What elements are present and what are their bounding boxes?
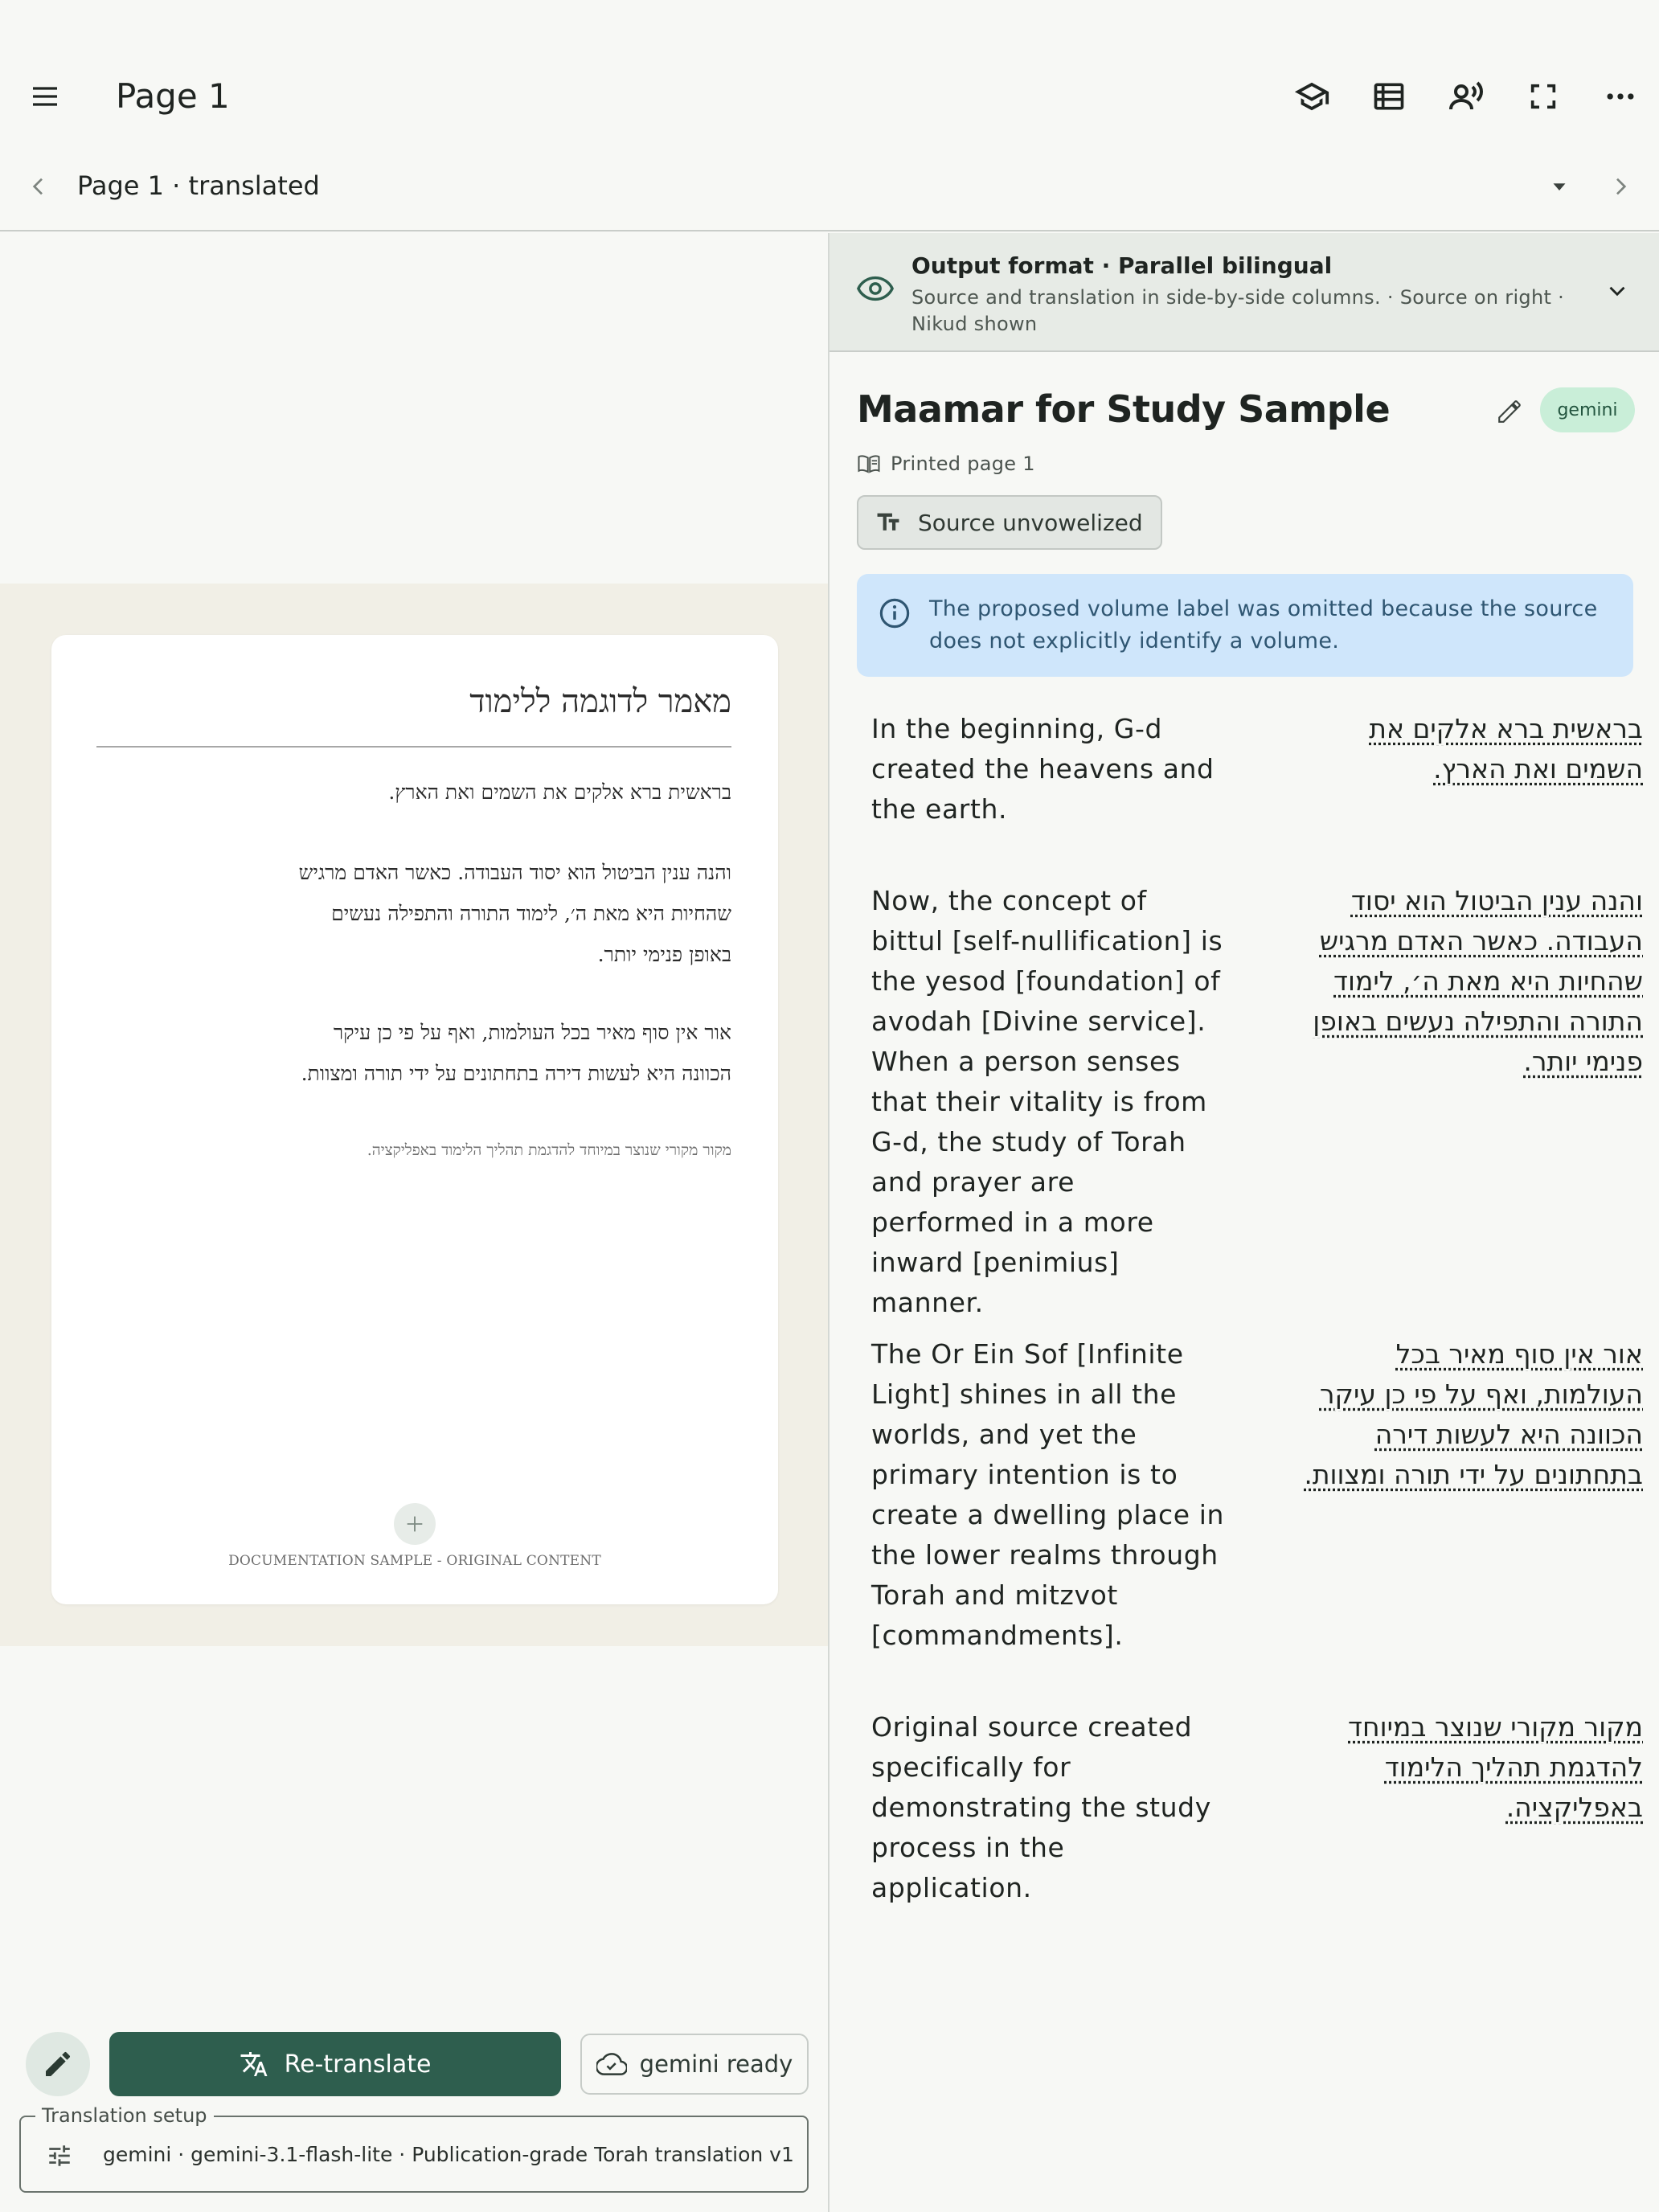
- translation-setup-value: gemini · gemini-3.1-flash-lite · Publication-grade Torah translation v1: [103, 2143, 794, 2166]
- translation-setup-legend: Translation setup: [35, 2104, 214, 2127]
- preview-source-note: מקור מקורי שנוצר במיוחד להדגמת תהליך הלימוד באפליקציה.: [367, 1141, 731, 1159]
- preview-line: והנה ענין הביטול הוא יסוד העבודה. כאשר האדם מרגיש: [298, 861, 731, 884]
- info-icon: [876, 595, 913, 632]
- translate-icon: [240, 2050, 268, 2079]
- translation-pane: [830, 233, 1659, 2212]
- chevron-down-icon[interactable]: [1598, 272, 1636, 310]
- source-paragraph[interactable]: אור אין סוף מאיר בכל העולמות, ואף על פי כן עיקר הכוונה היא לעשות דירה בתחתונים על ידי תורה ומצוות.: [1304, 1338, 1643, 1490]
- engine-status-label: gemini ready: [639, 2050, 793, 2078]
- translation-paragraph[interactable]: Now, the concept of bittul [self-nullification] is the yesod [foundation] of avodah [Divine service]. When a person senses that their vitality is from G-d, the study of Torah and prayer are performed in a more inward [penimius] manner.: [871, 885, 1223, 1318]
- engine-status-button[interactable]: [580, 2034, 809, 2095]
- record-voice-icon[interactable]: [1437, 66, 1495, 127]
- retranslate-button[interactable]: [109, 2032, 561, 2096]
- source-paragraph[interactable]: מקור מקורי שנוצר במיוחד להדגמת תהליך הלימוד באפליקציה.: [1348, 1711, 1643, 1823]
- output-format-bar[interactable]: [830, 233, 1659, 352]
- menu-icon[interactable]: [19, 71, 71, 122]
- page-selector-label[interactable]: Page 1 · translated: [77, 170, 320, 201]
- book-icon: [857, 452, 881, 476]
- school-icon[interactable]: [1283, 66, 1341, 127]
- printed-page-text: Printed page 1: [891, 453, 1035, 475]
- preview-line: אור אין סוף מאיר בכל העולמות, ואף על פי כן עיקר: [333, 1021, 731, 1044]
- page-title: Page 1: [116, 76, 230, 116]
- translation-paragraph[interactable]: The Or Ein Sof [Infinite Light] shines in all the worlds, and yet the primary intention is to create a dwelling place in the lower realms through Torah and mitzvot [commandments].: [871, 1338, 1225, 1651]
- edit-button[interactable]: [26, 2032, 90, 2096]
- preview-line: הכוונה היא לעשות דירה בתחתונים על ידי תורה ומצוות.: [301, 1062, 731, 1085]
- output-format-description: Source and translation in side-by-side columns. · Source on right · Nikud shown: [911, 286, 1565, 335]
- preview-title: מאמר לדוגמה ללימוד: [469, 683, 731, 720]
- preview-line: שהחיות היא מאת ה׳, לימוד התורה והתפילה נעשים: [331, 902, 731, 925]
- preview-footer: DOCUMENTATION SAMPLE - ORIGINAL CONTENT: [228, 1553, 601, 1569]
- text-fields-icon: [875, 509, 902, 536]
- vowelization-label: Source unvowelized: [918, 509, 1143, 536]
- chevron-left-icon[interactable]: [16, 164, 61, 209]
- chevron-right-icon[interactable]: [1598, 164, 1643, 209]
- output-format-title: Output format · Parallel bilingual: [911, 252, 1333, 279]
- add-icon[interactable]: [394, 1503, 436, 1545]
- document-title: Maamar for Study Sample: [857, 387, 1391, 431]
- visibility-icon: [855, 268, 895, 309]
- page-navigation: [0, 153, 1659, 231]
- retranslate-label: Re-translate: [284, 2050, 432, 2079]
- dropdown-arrow-icon[interactable]: [1537, 164, 1582, 209]
- tune-icon: [43, 2140, 76, 2172]
- source-paragraph[interactable]: והנה ענין הביטול הוא יסוד העבודה. כאשר האדם מרגיש שהחיות היא מאת ה׳, לימוד התורה והתפילה נעשים באופן פנימי יותר.: [1313, 885, 1643, 1077]
- fullscreen-icon[interactable]: [1514, 66, 1572, 127]
- preview-line: באופן פנימי יותר.: [597, 943, 731, 966]
- more-horiz-icon[interactable]: [1591, 66, 1649, 127]
- preview-divider: [96, 746, 731, 748]
- source-paragraph[interactable]: בראשית ברא אלקים את השמים ואת הארץ.: [1369, 713, 1643, 784]
- translation-setup-field[interactable]: [19, 2104, 809, 2193]
- preview-line: בראשית ברא אלקים את השמים ואת הארץ.: [388, 780, 731, 804]
- app-bar: [0, 0, 1659, 137]
- toolbar-actions: [1283, 66, 1649, 127]
- table-icon[interactable]: [1360, 66, 1418, 127]
- translation-paragraph[interactable]: In the beginning, G-d created the heavens and the earth.: [871, 713, 1215, 825]
- translation-paragraph[interactable]: Original source created specifically for demonstrating the study process in the application.: [871, 1711, 1211, 1903]
- cloud-done-icon: [596, 2049, 627, 2079]
- edit-title-icon[interactable]: [1489, 391, 1530, 432]
- model-chip[interactable]: gemini: [1540, 387, 1635, 432]
- vowelization-toggle[interactable]: [857, 495, 1162, 550]
- info-text: The proposed volume label was omitted because the source does not explicitly identify a volume.: [929, 596, 1598, 653]
- source-page-image[interactable]: [51, 635, 778, 1604]
- info-banner: [857, 574, 1633, 677]
- printed-page-label: [857, 452, 1035, 476]
